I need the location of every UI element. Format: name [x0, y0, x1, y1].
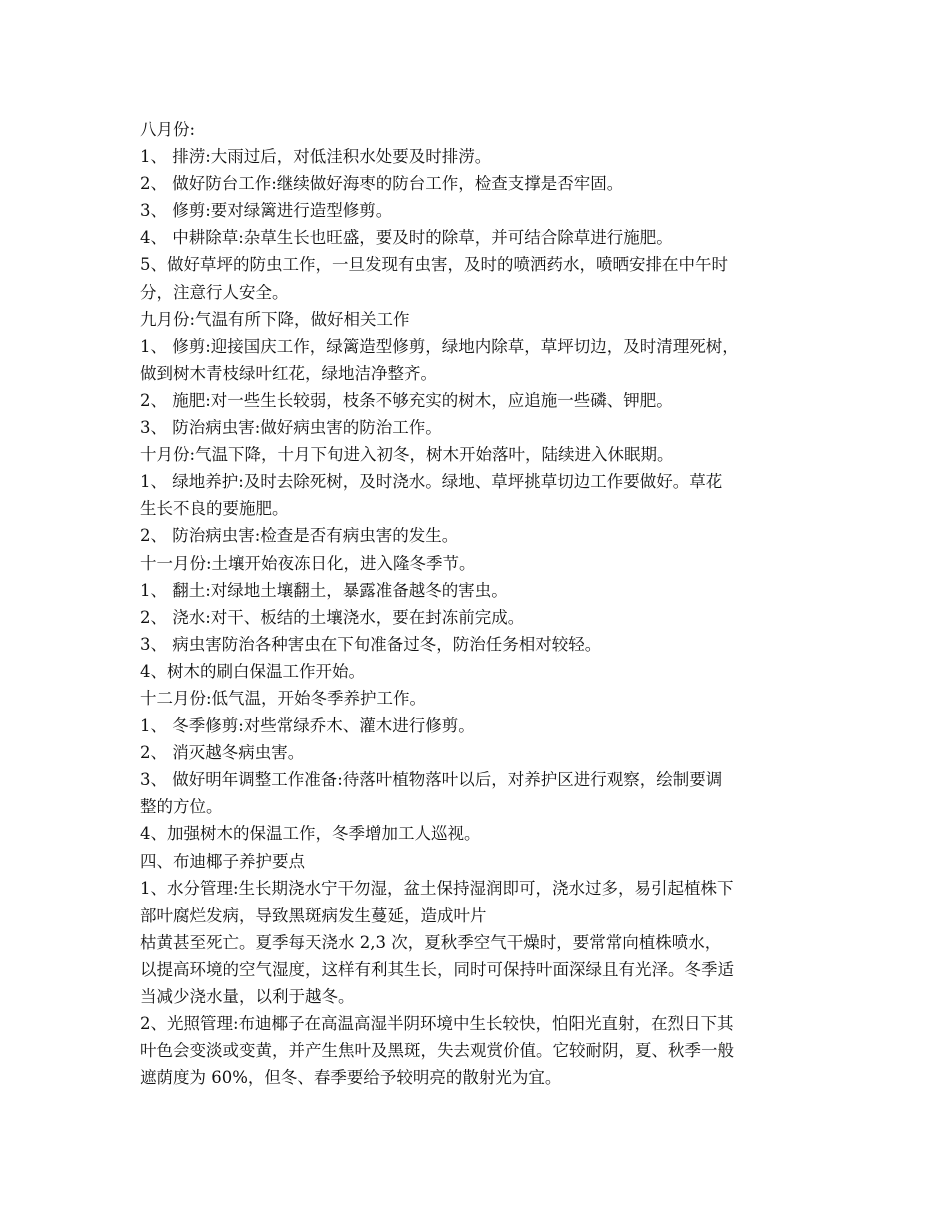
text-line: 2、 施肥:对一些生长较弱，枝条不够充实的树木，应追施一些磷、钾肥。: [140, 390, 673, 410]
text-line: 部叶腐烂发病，导致黑斑病发生蔓延，造成叶片: [140, 905, 487, 925]
text-line: 5、做好草坪的防虫工作，一旦发现有虫害，及时的喷洒药水，喷晒安排在中午时: [140, 255, 728, 275]
text-line: 十二月份:低气温，开始冬季养护工作。: [140, 688, 427, 708]
text-line: 3、 病虫害防治各种害虫在下旬准备过冬，防治任务相对较轻。: [140, 634, 602, 654]
text-line: 4、 中耕除草:杂草生长也旺盛，要及时的除草，并可结合除草进行施肥。: [140, 228, 673, 248]
text-line: 四、布迪椰子养护要点: [140, 851, 305, 871]
text-line: 十月份:气温下降，十月下旬进入初冬，树木开始落叶，陆续进入休眠期。: [140, 445, 674, 465]
text-line: 叶色会变淡或变黄，并产生焦叶及黑斑，失去观赏价值。它较耐阴，夏、秋季一般: [140, 1041, 734, 1061]
text-line: 遮荫度为 60%，但冬、春季要给予较明亮的散射光为宜。: [140, 1068, 562, 1088]
text-line: 2、光照管理:布迪椰子在高温高湿半阴环境中生长较快，怕阳光直射，在烈日下其: [140, 1014, 734, 1034]
text-line: 4、树木的刷白保温工作开始。: [140, 661, 365, 681]
text-line: 枯黄甚至死亡。夏季每天浇水 2,3 次，夏秋季空气干燥时，要常常向植株喷水，: [140, 932, 722, 952]
text-line: 以提高环境的空气湿度，这样有利其生长，同时可保持叶面深绿且有光泽。冬季适: [140, 959, 734, 979]
text-line: 1、 翻土:对绿地土壤翻土，暴露准备越冬的害虫。: [140, 580, 508, 600]
text-line: 九月份:气温有所下降，做好相关工作: [140, 309, 410, 329]
text-line: 分，注意行人安全。: [140, 282, 289, 302]
text-line: 整的方位。: [140, 797, 223, 817]
document-body: [140, 116, 820, 1091]
text-line: 1、 冬季修剪:对些常绿乔木、灌木进行修剪。: [140, 716, 475, 736]
text-line: 十一月份:土壤开始夜冻日化，进入隆冬季节。: [140, 553, 476, 573]
text-line: 1、 绿地养护:及时去除死树，及时浇水。绿地、草坪挑草切边工作要做好。草花: [140, 472, 723, 492]
text-line: 3、 修剪:要对绿篱进行造型修剪。: [140, 201, 393, 221]
text-line: 2、 做好防台工作:继续做好海枣的防台工作，检查支撑是否牢固。: [140, 174, 624, 194]
text-line: 做到树木青枝绿叶红花，绿地洁净整齐。: [140, 363, 437, 383]
text-line: 3、 做好明年调整工作准备:待落叶植物落叶以后，对养护区进行观察，绘制要调: [140, 770, 723, 790]
text-line: 2、 消灭越冬病虫害。: [140, 743, 305, 763]
text-line: 2、 浇水:对干、板结的土壤浇水，要在封冻前完成。: [140, 607, 525, 627]
text-line: 4、加强树木的保温工作，冬季增加工人巡视。: [140, 824, 481, 844]
text-line: 1、 修剪:迎接国庆工作，绿篱造型修剪，绿地内除草，草坪切边，及时清理死树，: [140, 336, 739, 356]
text-line: 1、 排涝:大雨过后，对低洼积水处要及时排涝。: [140, 147, 492, 167]
text-line: 生长不良的要施肥。: [140, 499, 289, 519]
text-line: 八月份:: [140, 120, 196, 139]
text-line: 当减少浇水量，以利于越冬。: [140, 987, 355, 1006]
text-line: 1、水分管理:生长期浇水宁干勿湿，盆土保持湿润即可，浇水过多，易引起植株下: [140, 878, 734, 898]
text-line: 2、 防治病虫害:检查是否有病虫害的发生。: [140, 526, 459, 546]
text-line: 3、 防治病虫害:做好病虫害的防治工作。: [140, 418, 442, 438]
